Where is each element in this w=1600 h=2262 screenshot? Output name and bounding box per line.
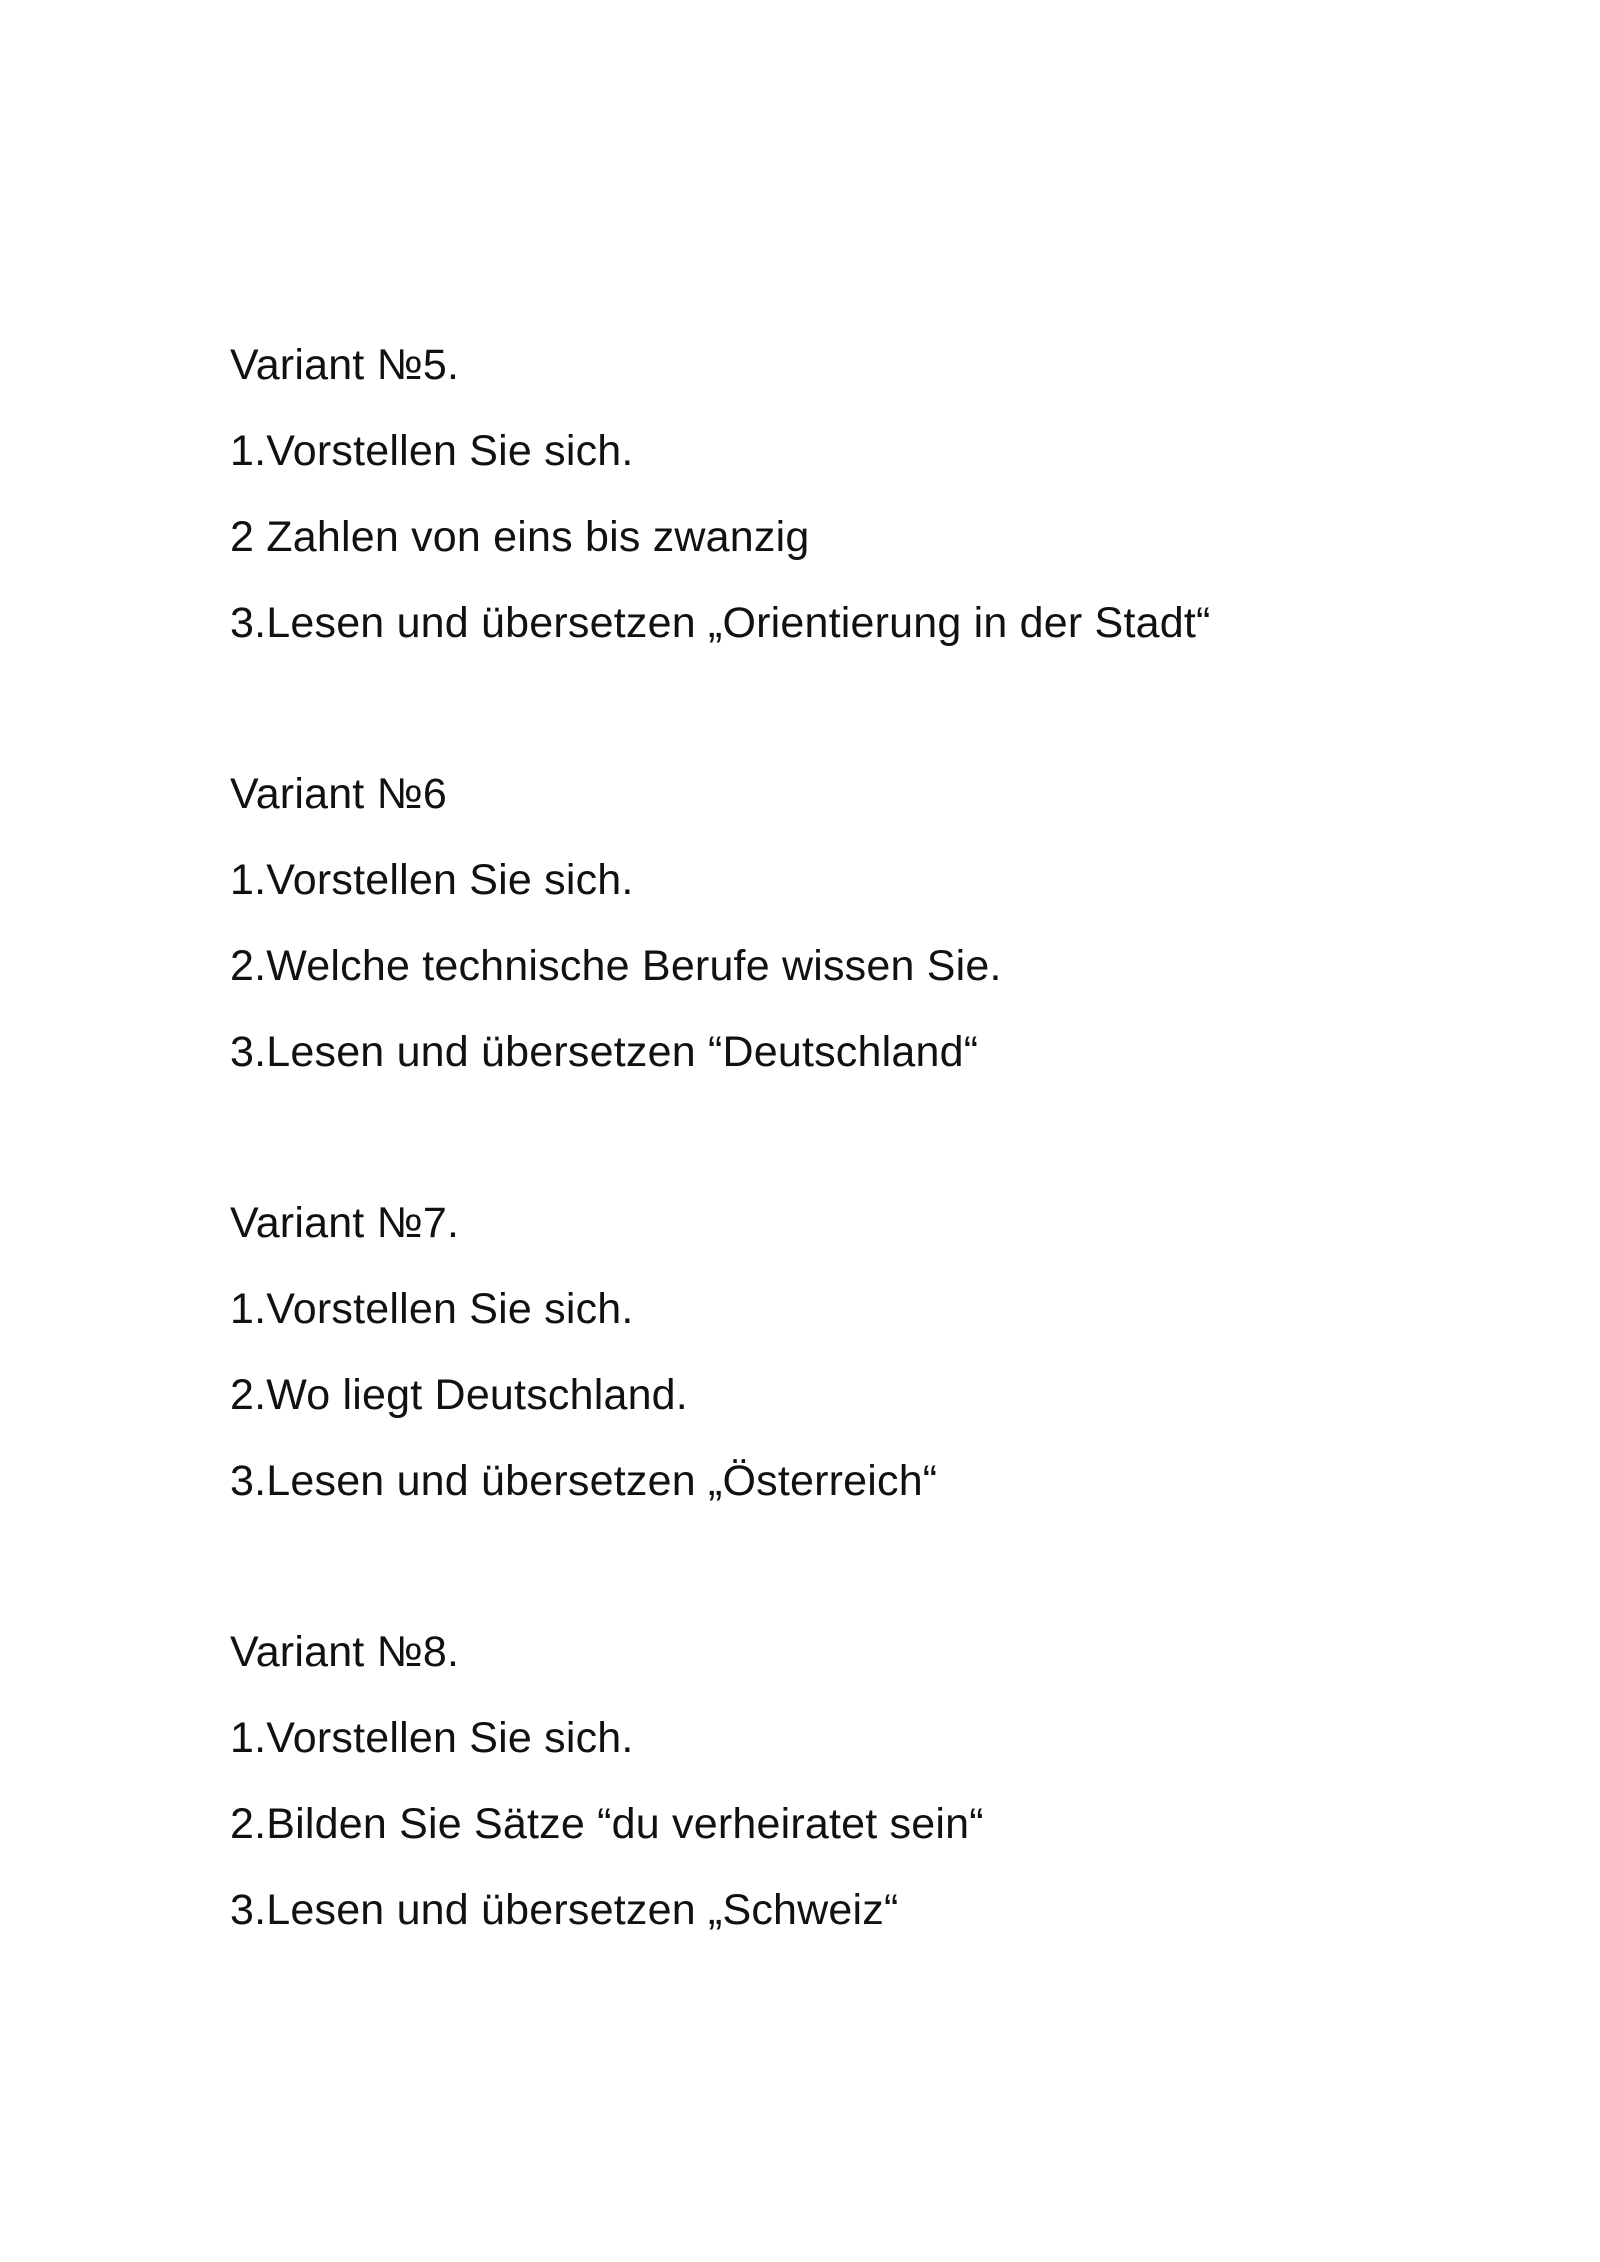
variant-6-block — [230, 751, 1430, 1095]
task-item: 2.Bilden Sie Sätze “du verheiratet sein“ — [230, 1800, 984, 1848]
variant-title: Variant №8. — [230, 1628, 460, 1676]
task-item: 3.Lesen und übersetzen „Orientierung in der Stadt“ — [230, 599, 1211, 647]
task-item: 3.Lesen und übersetzen “Deutschland“ — [230, 1028, 979, 1076]
task-item: 1.Vorstellen Sie sich. — [230, 1714, 634, 1762]
task-item: 1.Vorstellen Sie sich. — [230, 1285, 634, 1333]
variant-title: Variant №6 — [230, 770, 448, 818]
task-item: 2.Welche technische Berufe wissen Sie. — [230, 942, 1002, 990]
task-item: 2 Zahlen von eins bis zwanzig — [230, 513, 810, 561]
task-item: 3.Lesen und übersetzen „Österreich“ — [230, 1457, 938, 1505]
task-item: 1.Vorstellen Sie sich. — [230, 856, 634, 904]
variant-title: Variant №7. — [230, 1199, 460, 1247]
document-body — [230, 322, 1430, 2038]
variant-title: Variant №5. — [230, 341, 460, 389]
task-item: 2.Wo liegt Deutschland. — [230, 1371, 688, 1419]
task-item: 3.Lesen und übersetzen „Schweiz“ — [230, 1886, 899, 1934]
variant-7-block — [230, 1180, 1430, 1524]
task-item: 1.Vorstellen Sie sich. — [230, 427, 634, 475]
variant-5-block — [230, 322, 1430, 666]
variant-8-block — [230, 1609, 1430, 1953]
